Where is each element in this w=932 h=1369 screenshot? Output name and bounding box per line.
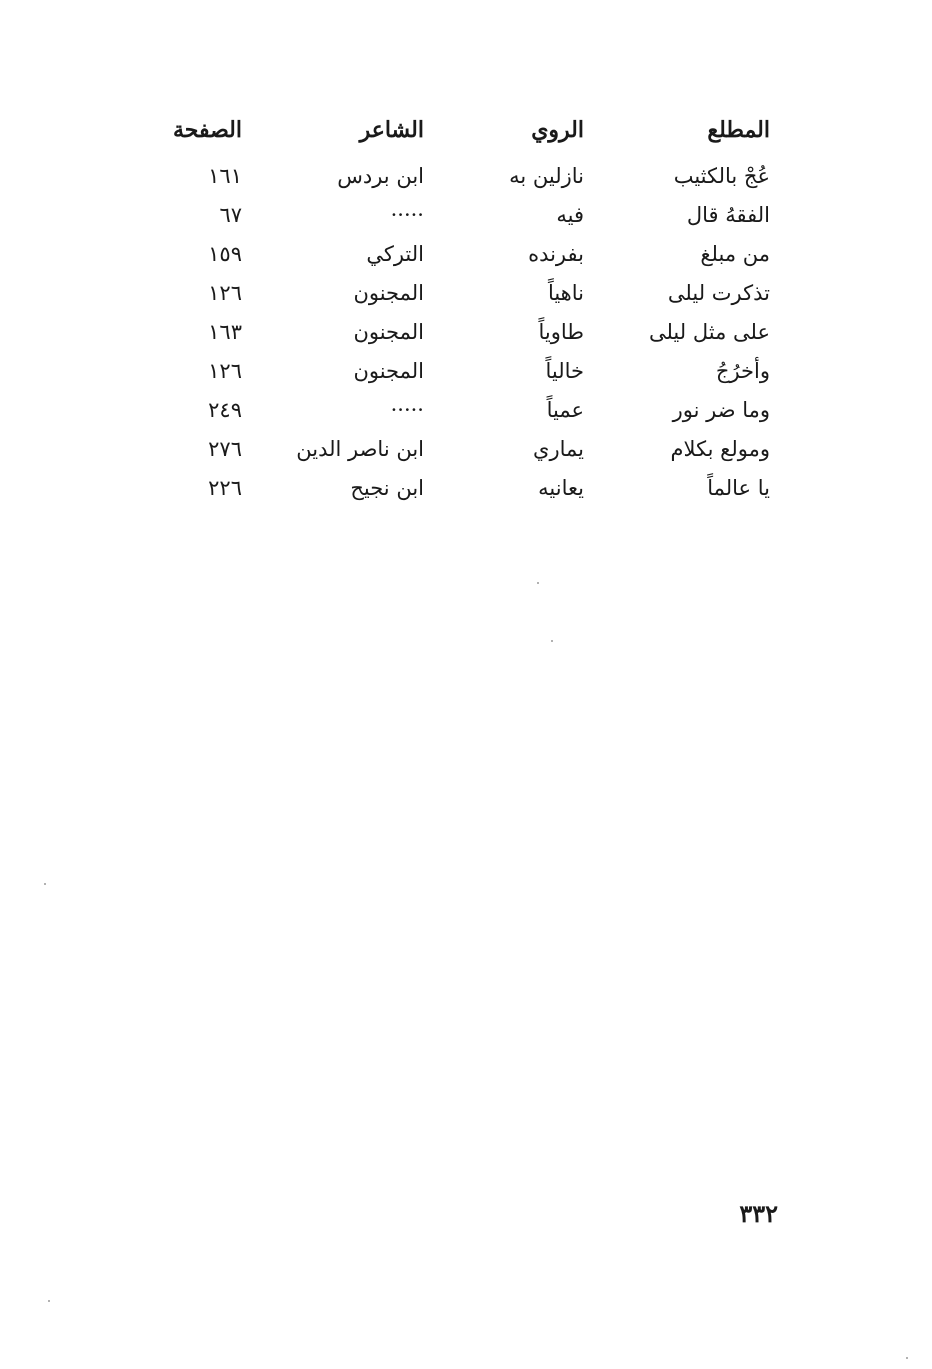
rhyme-cell: طاوياً bbox=[538, 320, 584, 344]
table-row bbox=[160, 158, 770, 197]
page-cell: ١٥٩ bbox=[208, 242, 242, 266]
rhyme-cell: ناهياً bbox=[547, 281, 584, 305]
table-header-row bbox=[160, 112, 770, 158]
page-cell: ٢٧٦ bbox=[208, 437, 242, 461]
rhyme-cell: فيه bbox=[556, 203, 584, 227]
rhyme-cell: خالياً bbox=[545, 359, 584, 383]
table-row bbox=[160, 353, 770, 392]
page-cell: ٢٢٦ bbox=[208, 476, 242, 500]
poet-cell: المجنون bbox=[353, 320, 424, 344]
page-cell: ١٢٦ bbox=[208, 281, 242, 305]
opening-cell: تذكرت ليلى bbox=[667, 281, 770, 305]
page-cell: ١٦٣ bbox=[208, 320, 242, 344]
poet-cell: ابن ناصر الدين bbox=[296, 437, 424, 461]
poet-cell: ····· bbox=[390, 398, 424, 422]
opening-cell: الفقهُ قال bbox=[686, 203, 770, 227]
opening-cell: يا عالماً bbox=[707, 476, 770, 500]
opening-cell: وما ضر نور bbox=[672, 398, 770, 422]
opening-cell: على مثل ليلى bbox=[648, 320, 770, 344]
rhyme-cell: عمياً bbox=[546, 398, 584, 422]
poet-cell: ····· bbox=[390, 203, 424, 227]
scan-speck bbox=[48, 1300, 50, 1302]
scan-speck bbox=[44, 883, 46, 885]
rhyme-cell: نازلين به bbox=[509, 164, 584, 188]
poet-cell: المجنون bbox=[353, 359, 424, 383]
scan-speck bbox=[551, 640, 553, 642]
rhyme-cell: بفرنده bbox=[528, 242, 584, 266]
poet-cell: ابن بردس bbox=[337, 164, 424, 188]
poet-cell: المجنون bbox=[353, 281, 424, 305]
table-row bbox=[160, 236, 770, 275]
table-row bbox=[160, 392, 770, 431]
page-number: ٣٣٢ bbox=[739, 1199, 778, 1228]
header-page: الصفحة bbox=[172, 117, 242, 143]
opening-cell: عُجْ بالكثيب bbox=[673, 164, 770, 188]
table-row bbox=[160, 275, 770, 314]
table-row bbox=[160, 197, 770, 236]
table-row bbox=[160, 431, 770, 470]
table-row bbox=[160, 470, 770, 509]
page-cell: ١٦١ bbox=[208, 164, 242, 188]
page-cell: ٦٧ bbox=[219, 203, 242, 227]
opening-cell: وأخرُجُ bbox=[715, 359, 770, 383]
rhyme-cell: يعانيه bbox=[538, 476, 584, 500]
page-cell: ١٢٦ bbox=[208, 359, 242, 383]
poet-cell: ابن نجيح bbox=[350, 476, 424, 500]
table-row bbox=[160, 314, 770, 353]
header-poet: الشاعر bbox=[359, 117, 424, 143]
header-rhyme: الروي bbox=[531, 117, 584, 143]
page-cell: ٢٤٩ bbox=[208, 398, 242, 422]
opening-cell: ومولع بكلام bbox=[670, 437, 770, 461]
rhyme-cell: يماري bbox=[533, 437, 584, 461]
header-opening: المطلع bbox=[707, 117, 770, 143]
opening-cell: من مبلغ bbox=[700, 242, 770, 266]
scan-speck bbox=[906, 1357, 908, 1359]
verse-index-table bbox=[160, 112, 770, 509]
poet-cell: التركي bbox=[366, 242, 424, 266]
scan-speck bbox=[537, 582, 539, 584]
